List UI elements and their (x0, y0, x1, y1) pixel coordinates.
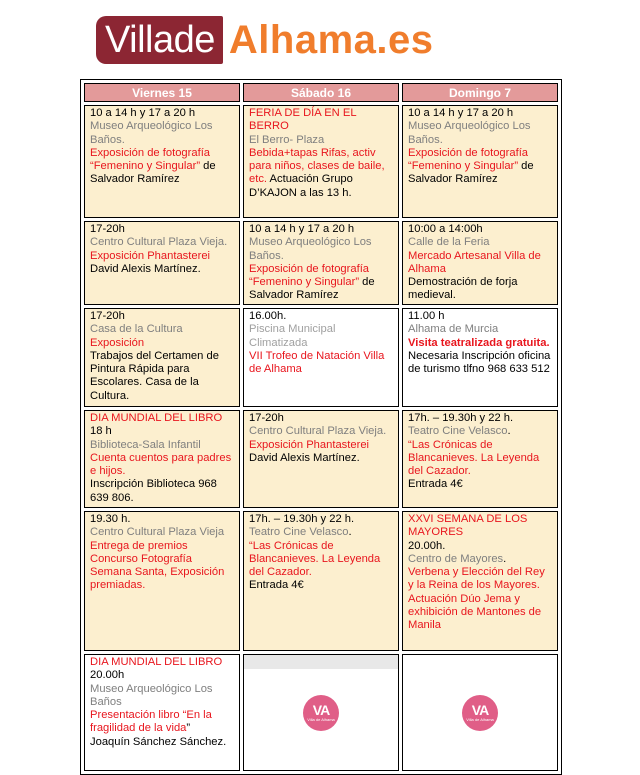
villa-de-alhama-badge-icon (303, 695, 339, 731)
event-text: 20.00h. (408, 539, 446, 552)
event-cell (84, 511, 240, 651)
event-text: Casa de la Cultura (90, 323, 183, 336)
event-text: 11.00 h (408, 310, 445, 322)
event-text: Demostración de forja medieval. (408, 276, 518, 302)
event-text: El Berro- Plaza (249, 133, 325, 146)
event-text: Mercado Artesanal Villa de Alhama (408, 249, 541, 275)
header-row (84, 83, 558, 102)
table-row (84, 654, 558, 771)
table-row (84, 308, 558, 407)
event-text: XXVI SEMANA DE LOS MAYORES (408, 513, 528, 539)
event-text: Museo Arqueológico Los Baños. (408, 120, 531, 146)
event-cell (402, 511, 558, 651)
event-cell (84, 410, 240, 508)
event-text: 17-20h (90, 310, 125, 322)
table-row (84, 221, 558, 305)
event-text: David Alexis Martínez. (90, 262, 201, 275)
col-header-domingo: Domingo 7 (402, 83, 558, 102)
event-text: Cuenta cuentos para padres e hijos. (90, 451, 232, 478)
badge-text: Villa de Alhama (466, 717, 494, 722)
event-cell (84, 221, 240, 305)
event-text: 18 h (90, 425, 112, 438)
event-text: Museo Arqueológico Los Baños. (249, 236, 372, 262)
event-text: Exposición de fotografía “Femenino y Singular” (249, 262, 370, 289)
event-text: Presentación libro “En la fragilidad de la vida (90, 709, 212, 735)
event-text: Entrega de premios Concurso Fotografía Semana Santa, Exposición premiadas. (90, 539, 225, 592)
event-text: Piscina Municipal Climatizada (249, 323, 336, 349)
event-text: Entrada 4€ (249, 579, 304, 592)
event-text: Verbena y Elección del Rey y la Reina de los Mayores. Actuación Dúo Jema y exhibición de Mantones de Manila (408, 566, 545, 632)
event-text: Museo Arqueológico Los Baños. (90, 120, 213, 146)
event-text: Bebida+tapas Rifas, activ para niños, clases de baile, etc. (249, 146, 385, 186)
event-text: Teatro Cine Velasco (249, 526, 349, 539)
event-text: Museo Arqueológico Los Baños (90, 682, 213, 708)
event-text: 10 a 14 h y 17 a 20 h (408, 107, 514, 119)
col-header-sabado: Sábado 16 (243, 83, 399, 102)
event-text: Exposición Phantasterei (90, 249, 211, 262)
event-cell (243, 654, 399, 771)
event-text: Biblioteca-Sala Infantil (90, 438, 201, 451)
event-text: Centro Cultural Plaza Vieja. (90, 236, 228, 249)
event-text: Exposición (90, 336, 145, 349)
event-text: Inscripción Biblioteca 968 639 806. (90, 478, 217, 504)
event-text: 17-20h (249, 412, 284, 424)
event-cell (402, 308, 558, 407)
event-text: FERIA DE DÍA EN EL BERRO (249, 107, 357, 133)
badge-mark: VA (312, 702, 330, 718)
event-cell (402, 654, 558, 771)
event-text: . (348, 526, 352, 539)
event-text: Calle de la Feria (408, 236, 490, 249)
event-text: 10:00 a 14:00h (408, 223, 483, 235)
event-text: 16.00h. (249, 310, 287, 322)
event-cell (84, 654, 240, 771)
events-table (80, 79, 562, 775)
event-text: David Alexis Martínez. (249, 451, 360, 464)
villadealhama-logo (96, 14, 434, 66)
event-cell (243, 511, 399, 651)
event-cell (243, 221, 399, 305)
event-text: 10 a 14 h y 17 a 20 h (90, 107, 196, 119)
event-text: Centro Cultural Plaza Vieja. (249, 425, 387, 438)
event-cell (84, 105, 240, 218)
event-text: Centro de Mayores (408, 552, 504, 565)
event-text: Centro Cultural Plaza Vieja (90, 526, 225, 539)
logo-alhama: Alhama.es (228, 17, 434, 62)
event-text: Joaquín Sánchez Sánchez. (90, 735, 227, 748)
table-row (84, 410, 558, 508)
event-text: “Las Crónicas de Blancanieves. La Leyenda del Cazador. (249, 539, 381, 579)
event-text: Entrada 4€ (408, 478, 463, 491)
event-text: Trabajos del Certamen de Pintura Rápida para Escolares. Casa de la Cultura. (90, 349, 219, 402)
event-cell (243, 105, 399, 218)
event-text: 19.30 h. (90, 513, 131, 525)
event-text: 17h. – 19.30h y 22 h. (408, 412, 514, 424)
event-cell (84, 308, 240, 407)
event-cell (402, 410, 558, 508)
event-text: . (507, 425, 511, 438)
event-text: . (503, 552, 507, 565)
event-text: 17h. – 19.30h y 22 h. (249, 513, 355, 525)
col-header-viernes: Viernes 15 (84, 83, 240, 102)
table-row (84, 511, 558, 651)
event-cell (402, 221, 558, 305)
event-text: Visita teatralizada gratuita. (408, 336, 550, 349)
badge-text: Villa de Alhama (307, 717, 335, 722)
event-text: “Las Crónicas de Blancanieves. La Leyenda del Cazador. (408, 438, 540, 478)
event-text: Teatro Cine Velasco (408, 425, 508, 438)
villa-de-alhama-badge-icon (462, 695, 498, 731)
event-text: Alhama de Murcia (408, 323, 499, 336)
event-text: 17-20h (90, 223, 125, 235)
event-text: de Salvador Ramírez (249, 276, 375, 302)
badge-mark: VA (471, 702, 489, 718)
event-cell (243, 308, 399, 407)
event-text: Exposición de fotografía “Femenino y Singular” (408, 146, 529, 173)
event-text: Necesaria Inscripción oficina de turismo tlfno 968 633 512 (408, 349, 551, 376)
event-text: ” (186, 722, 191, 735)
event-text: DIA MUNDIAL DEL LIBRO (90, 656, 223, 668)
table-row (84, 105, 558, 218)
event-text: de Salvador Ramírez (408, 160, 534, 186)
event-text: Actuación Grupo D’KAJON a las 13 h. (249, 173, 353, 199)
event-text: de Salvador Ramírez (90, 160, 216, 186)
event-text: DIA MUNDIAL DEL LIBRO (90, 412, 223, 424)
event-text: Exposición Phantasterei (249, 438, 370, 451)
event-cell (243, 410, 399, 508)
logo-villade: Villade (96, 16, 223, 64)
event-text: 20.00h (90, 669, 125, 682)
event-text: 10 a 14 h y 17 a 20 h (249, 223, 355, 235)
event-text: VII Trofeo de Natación Villa de Alhama (249, 349, 385, 376)
event-cell (402, 105, 558, 218)
event-text: Exposición de fotografía “Femenino y Singular” (90, 146, 211, 173)
